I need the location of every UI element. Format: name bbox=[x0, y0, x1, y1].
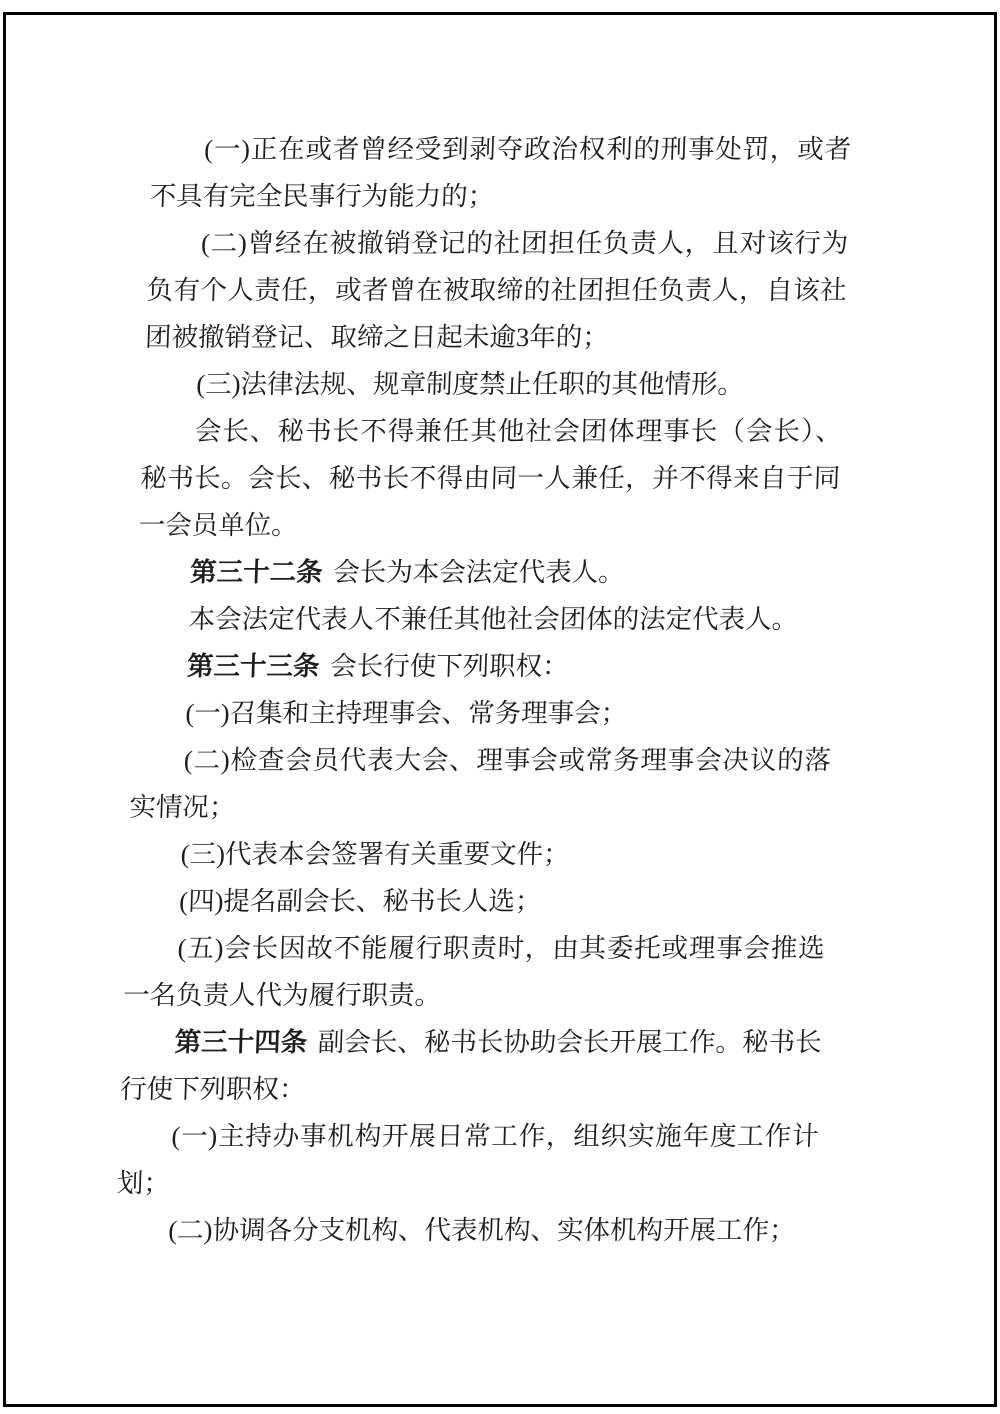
article-number: 第三十二条 bbox=[189, 557, 324, 587]
paragraph-text: (二)协调各分支机构、代表机构、实体机构开展工作； bbox=[167, 1215, 797, 1245]
article-number: 第三十四条 bbox=[174, 1027, 308, 1057]
paragraph-text: (一)正在或者曾经受到剥夺政治权利的刑事处罚，或者不具有完全民事行为能力的； bbox=[149, 134, 852, 211]
paragraph bbox=[144, 220, 849, 361]
paragraph-text: 会长为本会法定代表人。 bbox=[332, 557, 626, 587]
paragraph bbox=[136, 549, 838, 596]
paragraph-text: (一)召集和主持理事会、常务理事会； bbox=[185, 698, 628, 728]
paragraph-text: 本会法定代表人不兼任其他社会团体的法定代表人。 bbox=[188, 604, 799, 634]
paragraph bbox=[135, 596, 837, 643]
paragraph-text: (二)检查会员代表大会、理事会或常务理事会决议的落实情况； bbox=[128, 745, 832, 822]
paragraph-text: 副会长、秘书长协助会长开展工作。秘书长行使下列职权： bbox=[119, 1027, 823, 1104]
paragraph bbox=[122, 925, 825, 1019]
paragraph bbox=[116, 1113, 819, 1207]
paragraph-text: 会长行使下列职权： bbox=[329, 651, 570, 681]
paragraph bbox=[115, 1207, 817, 1254]
paragraph bbox=[127, 831, 829, 878]
paragraph-text: (三)法律法规、规章制度禁止任职的其他情形。 bbox=[195, 369, 745, 399]
paragraph-text: (一)主持办事机构开展日常工作，组织实施年度工作计划； bbox=[116, 1121, 819, 1198]
paragraph-text: 会长、秘书长不得兼任其他社会团体理事长（会长）、秘书长。会长、秘书长不得由同一人兼任，并不得来自于同一会员单位。 bbox=[138, 416, 843, 540]
paragraph bbox=[149, 126, 852, 220]
paragraph bbox=[138, 408, 843, 549]
paragraph-text: (五)会长因故不能履行职责时，由其委托或理事会推选一名负责人代为履行职责。 bbox=[122, 933, 826, 1010]
paragraph bbox=[119, 1019, 822, 1113]
paragraph bbox=[132, 690, 834, 737]
paragraph-text: (二)曾经在被撤销登记的社团担任负责人，且对该行为负有个人责任，或者曾在被取缔的社团担任负责人，自该社团被撤销登记、取缔之日起未逾3年的； bbox=[144, 228, 849, 352]
paragraph bbox=[125, 878, 827, 925]
document-content bbox=[115, 126, 852, 1254]
article-number: 第三十三条 bbox=[186, 651, 321, 681]
paragraph-text: (四)提名副会长、秘书长人选； bbox=[178, 886, 542, 916]
paragraph bbox=[143, 361, 845, 408]
paragraph bbox=[133, 643, 835, 690]
paragraph-text: (三)代表本会签署有关重要文件； bbox=[180, 839, 571, 869]
paragraph bbox=[129, 737, 832, 831]
